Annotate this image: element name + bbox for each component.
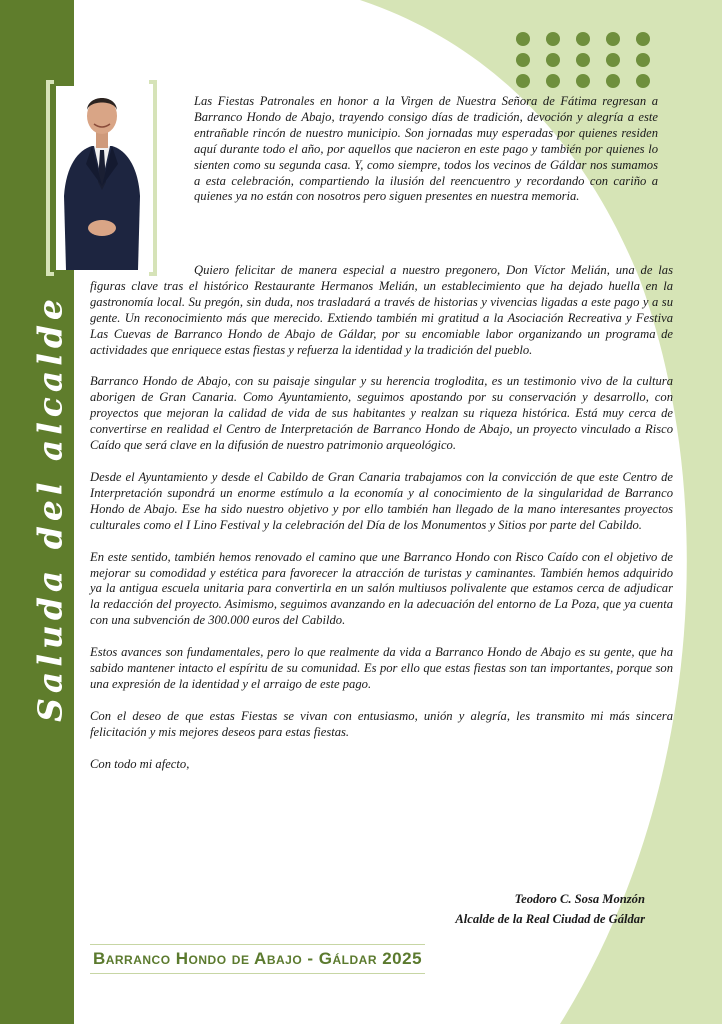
letter-body xyxy=(90,263,673,773)
frame-bracket-right xyxy=(149,80,157,276)
paragraph: Barranco Hondo de Abajo, con su paisaje singular y su herencia troglodita, es un testimonio vivo de la cultura aborigen de Gran Canaria. Como Ayuntamiento, seguimos apostando por su conservación y desarrollo, con proyectos que mejoran la calidad de vida de sus habitantes y realzan su riqueza histórica. Está muy cerca de convertirse en realidad el Centro de Interpretación de Barranco Hondo de Abajo, un proyecto vinculado a Risco Caído que será clave en la difusión de nuestro patrimonio arqueológico. xyxy=(90,374,673,453)
footer-text: Barranco Hondo de Abajo - Gáldar 2025 xyxy=(92,949,423,968)
intro-text: Las Fiestas Patronales en honor a la Virgen de Nuestra Señora de Fátima regresan a Barranco Hondo de Abajo, trayendo consigo días de tradición, devoción y alegría a este entrañable rincón de nuestro municipio. Son jornadas muy esperadas por quienes residen aquí durante todo el año, por aquellos que nacieron en este pago y también por quienes lo sienten como su segunda casa. Y, como siempre, todos los vecinos de Gáldar nos sumamos a esta celebración, compartiendo la ilusión del reencuentro y recordando con cariño a quienes ya no están con nosotros pero siguen presentes en nuestra memoria. xyxy=(194,94,658,204)
paragraph: Desde el Ayuntamiento y desde el Cabildo de Gran Canaria trabajamos con la convicción de que este Centro de Interpretación supondrá un enorme estímulo a la economía y al conocimiento de la singularidad de Barranco Hondo de Abajo. Ese ha sido nuestro objetivo y por ello también han llegado de la mano interesantes proyectos culturales como el I Lino Festival y la celebración del Día de los Monumentos y Sitios por parte del Cabildo. xyxy=(90,469,673,532)
signature-name: Teodoro C. Sosa Monzón xyxy=(514,892,645,906)
intro-paragraph xyxy=(194,94,658,205)
footer-banner xyxy=(90,944,425,974)
mayor-photo-frame xyxy=(46,80,157,276)
paragraph: En este sentido, también hemos renovado el camino que une Barranco Hondo con Risco Caído con el objetivo de mejorar su comodidad y estética para favorecer la atracción de turistas y caminantes. También hemos adquirido ya la antigua escuela unitaria para convertirla en un salón multiusos polivalente que estamos cerca de adjudicar la redacción del proyecto. Asimismo, seguimos avanzando en la adecuación del entorno de La Poza, que ya cuenta con una subvención de 300.000 euros del Cabildo. xyxy=(90,549,673,628)
paragraph: Quiero felicitar de manera especial a nuestro pregonero, Don Víctor Melián, una de las figuras clave tras el histórico Restaurante Hermanos Melián, un establecimiento que ha dejado huella en la gastronomía local. Su pregón, sin duda, nos trasladará a través de historias y vivencias ligadas a este pago y a su gente. Un reconocimiento más que merecido. Extiendo también mi gratitud a la Asociación Recreativa y Festiva Las Cuevas de Barranco Hondo de Abajo de Gáldar, por su encomiable labor organizando un programa de actividades que enriquece estas fiestas y refuerza la identidad y la tradición del pueblo. xyxy=(90,263,673,357)
paragraph: Con el deseo de que estas Fiestas se vivan con entusiasmo, unión y alegría, les transmito mi más sincera felicitación y mis mejores deseos para estas fiestas. xyxy=(90,708,673,739)
section-title-vertical: Saluda del alcalde xyxy=(30,294,70,722)
paragraph: Estos avances son fundamentales, pero lo que realmente da vida a Barranco Hondo de Abajo es su gente, que ha sabido mantener intacto el espíritu de su comunidad. Es por ello que estas fiestas son tan importantes, porque son una expresión de la identidad y el arraigo de este pago. xyxy=(90,645,673,691)
frame-bracket-left xyxy=(46,80,54,276)
mayor-portrait xyxy=(56,86,147,270)
decorative-dots xyxy=(516,32,651,88)
closing-line: Con todo mi afecto, xyxy=(90,756,190,771)
signature-role: Alcalde de la Real Ciudad de Gáldar xyxy=(455,912,645,926)
